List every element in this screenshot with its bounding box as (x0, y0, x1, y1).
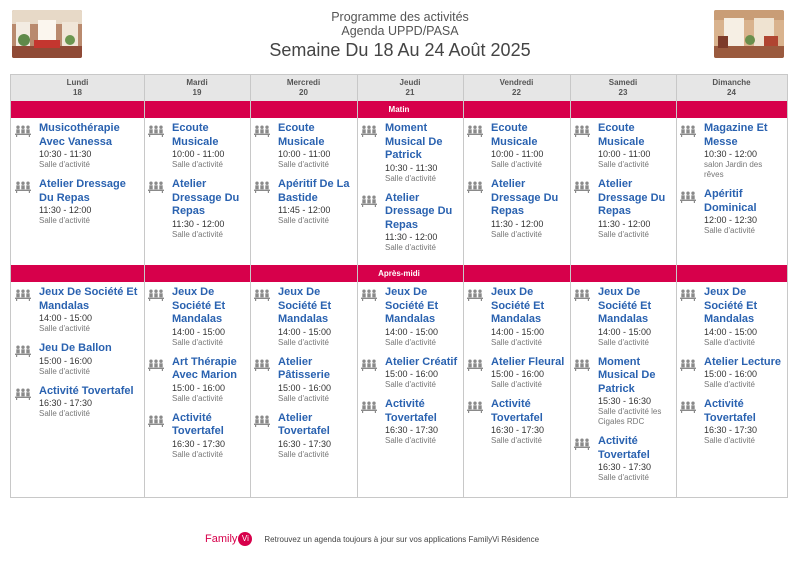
group-activity-icon (574, 180, 590, 192)
activity-location: Salle d'activité (172, 449, 223, 459)
activity-time: 15:00 - 16:00 (39, 355, 93, 366)
activity-item[interactable] (148, 412, 247, 460)
activity-item[interactable] (467, 286, 567, 348)
activity-time: 14:00 - 15:00 (704, 326, 758, 337)
activity-item[interactable] (361, 286, 460, 348)
day-date: 24 (727, 88, 736, 97)
familyvi-logo-text: Family (205, 533, 238, 545)
group-activity-icon (254, 358, 270, 370)
activity-time: 16:30 - 17:30 (704, 425, 758, 435)
activity-item[interactable] (148, 286, 247, 348)
activity-location: Salle d'activité (385, 243, 436, 252)
day-cell-afternoon (357, 282, 463, 497)
activity-name: Apéritif Dominical (704, 188, 757, 214)
activity-item[interactable] (254, 122, 354, 170)
afternoon-band: Après-midi (11, 265, 787, 282)
activity-item[interactable] (361, 122, 460, 184)
group-activity-icon (680, 400, 696, 412)
activity-item[interactable] (680, 122, 784, 180)
activity-name: Activité Tovertafel (39, 384, 134, 397)
page-header (200, 10, 600, 62)
activity-name: Atelier Dressage Du Repas (385, 191, 453, 231)
activity-time: 14:00 - 15:00 (278, 326, 332, 337)
group-activity-icon (574, 288, 590, 300)
activity-time: 15:00 - 16:00 (172, 382, 226, 393)
activity-name: Atelier Dressage Du Repas (598, 178, 666, 217)
activity-location: Salle d'activité (385, 380, 436, 389)
group-activity-icon (361, 194, 377, 206)
group-activity-icon (148, 288, 164, 300)
activity-time: 10:00 - 11:00 (491, 149, 544, 159)
activity-item[interactable] (15, 286, 141, 334)
activity-item[interactable] (680, 286, 784, 348)
activity-name: Atelier Dressage Du Repas (172, 178, 240, 217)
activity-item[interactable] (15, 122, 141, 170)
activity-location: Salle d'activité (491, 380, 542, 389)
activity-location: Salle d'activité (278, 393, 329, 403)
activity-location: Salle d'activité (172, 393, 223, 403)
activity-name: Jeux De Société Et Mandalas (491, 286, 545, 325)
activity-item[interactable] (148, 356, 247, 404)
activity-location: salon Jardin des rêves (704, 160, 763, 179)
activity-name: Atelier Pâtisserie (278, 355, 330, 381)
day-cell-morning (676, 118, 787, 265)
activity-name: Ecoute Musicale (598, 122, 645, 148)
group-activity-icon (15, 344, 31, 356)
activity-location: Salle d'activité (704, 380, 755, 389)
activity-time: 10:30 - 11:30 (39, 149, 92, 159)
activity-time: 14:00 - 15:00 (385, 326, 439, 337)
day-cell-morning (570, 118, 676, 265)
activity-name: Moment Musical De Patrick (598, 355, 656, 395)
activity-location: Salle d'activité (172, 160, 223, 169)
activity-time: 16:30 - 17:30 (172, 438, 226, 449)
activity-name: Ecoute Musicale (278, 122, 325, 148)
activity-time: 12:00 - 12:30 (704, 215, 758, 225)
activity-name: Atelier Tovertafel (278, 411, 330, 437)
group-activity-icon (680, 288, 696, 300)
day-name: Lundi (66, 78, 89, 87)
activity-location: Salle d'activité (278, 216, 329, 225)
day-date: 20 (299, 88, 308, 97)
day-cell-morning (463, 118, 570, 265)
weekly-calendar (10, 74, 788, 498)
activity-item[interactable] (574, 356, 673, 428)
activity-name: Atelier Lecture (704, 355, 782, 368)
day-date: 23 (618, 88, 628, 97)
activity-name: Jeux De Société Et Mandalas (278, 286, 332, 325)
group-activity-icon (254, 124, 270, 136)
day-header-mardi (144, 75, 250, 101)
activity-item[interactable] (574, 435, 673, 483)
activity-time: 16:30 - 17:30 (385, 425, 439, 435)
activity-name: Moment Musical De Patrick (385, 122, 443, 161)
activity-location: Salle d'activité (39, 160, 90, 169)
activity-time: 14:00 - 15:00 (39, 313, 93, 323)
activity-item[interactable] (148, 178, 247, 240)
activity-time: 15:00 - 16:00 (385, 369, 439, 379)
activity-location: Salle d'activité (278, 449, 329, 459)
activity-name: Magazine Et Messe (704, 122, 768, 148)
day-header-lundi (11, 75, 144, 101)
activity-location: Salle d'activité (598, 337, 649, 347)
day-name: Jeudi (399, 78, 421, 87)
group-activity-icon (15, 180, 31, 192)
week-title: Semaine Du 18 Au 24 Août 2025 (269, 40, 531, 60)
activity-item[interactable] (148, 122, 247, 170)
day-date: 21 (405, 88, 415, 97)
group-activity-icon (148, 414, 164, 426)
activity-item[interactable] (467, 356, 567, 391)
group-activity-icon (361, 358, 377, 370)
group-activity-icon (15, 124, 31, 136)
activity-item[interactable] (15, 385, 141, 420)
activity-item[interactable] (467, 398, 567, 446)
activity-time: 10:00 - 11:00 (172, 149, 225, 159)
activity-name: Ecoute Musicale (172, 122, 219, 148)
day-header-vendredi (463, 75, 570, 101)
activity-item[interactable] (254, 412, 354, 460)
activity-time: 15:00 - 16:00 (491, 369, 545, 379)
activity-time: 11:30 - 12:00 (385, 232, 438, 242)
activity-name: Atelier Fleural (491, 355, 565, 368)
activity-time: 11:30 - 12:00 (39, 205, 92, 215)
day-date: 19 (192, 88, 202, 97)
activity-time: 16:30 - 17:30 (278, 438, 332, 449)
activity-name: Atelier Créatif (385, 355, 458, 368)
activity-item[interactable] (680, 188, 784, 236)
activity-item[interactable] (574, 286, 673, 348)
activity-location: Salle d'activité (598, 229, 649, 239)
activity-item[interactable] (361, 192, 460, 254)
group-activity-icon (467, 358, 483, 370)
group-activity-icon (361, 400, 377, 412)
activity-item[interactable] (254, 286, 354, 348)
residence-photo-left (12, 10, 82, 58)
activity-location: Salle d'activité (39, 409, 90, 418)
activity-item[interactable] (15, 342, 141, 377)
activity-item[interactable] (254, 356, 354, 404)
activity-location: Salle d'activité (39, 366, 90, 376)
activity-location: Salle d'activité (278, 160, 329, 169)
activity-item[interactable] (254, 178, 354, 226)
activity-location: Salle d'activité (491, 160, 542, 169)
activity-time: 10:00 - 11:00 (598, 149, 651, 159)
group-activity-icon (467, 288, 483, 300)
activity-name: Activité Tovertafel (491, 398, 543, 424)
activity-name: Atelier Dressage Du Repas (491, 178, 559, 217)
footer (205, 530, 539, 548)
activity-time: 11:30 - 12:00 (491, 218, 544, 229)
day-cell-afternoon (570, 282, 676, 497)
group-activity-icon (254, 414, 270, 426)
activity-time: 11:30 - 12:00 (172, 218, 225, 229)
activity-location: Salle d'activité les Cigales RDC (598, 407, 662, 426)
activity-time: 11:30 - 12:00 (598, 218, 651, 229)
day-cell-afternoon (11, 282, 144, 497)
agenda-subtitle: Agenda UPPD/PASA (341, 24, 459, 38)
group-activity-icon (467, 124, 483, 136)
activity-item[interactable] (680, 356, 784, 391)
activity-location: Salle d'activité (172, 337, 223, 347)
activity-item[interactable] (680, 398, 784, 446)
program-title: Programme des activités (331, 10, 469, 24)
activity-location: Salle d'activité (172, 229, 223, 239)
residence-photo-right (714, 10, 784, 58)
day-cell-morning (144, 118, 250, 265)
activity-location: Salle d'activité (491, 436, 542, 445)
group-activity-icon (15, 387, 31, 399)
activity-name: Jeux De Société Et Mandalas (39, 286, 138, 312)
day-header-samedi (570, 75, 676, 101)
footer-text: Retrouvez un agenda toujours à jour sur vos applications FamilyVi Résidence (264, 534, 540, 544)
day-date: 22 (512, 88, 521, 97)
activity-time: 16:30 - 17:30 (598, 462, 652, 472)
day-header-dimanche (676, 75, 787, 101)
activity-time: 11:45 - 12:00 (278, 205, 331, 215)
activity-location: Salle d'activité (385, 337, 436, 347)
group-activity-icon (361, 124, 377, 136)
activity-item[interactable] (361, 398, 460, 446)
day-cell-morning (250, 118, 357, 265)
activity-time: 15:00 - 16:00 (278, 382, 332, 393)
activity-location: Salle d'activité (278, 337, 329, 347)
activity-time: 10:00 - 11:00 (278, 149, 331, 159)
activity-location: Salle d'activité (704, 337, 755, 347)
activity-name: Activité Tovertafel (172, 411, 224, 437)
day-header-mercredi (250, 75, 357, 101)
activity-location: Salle d'activité (598, 473, 649, 482)
activity-name: Jeux De Société Et Mandalas (385, 286, 439, 325)
activity-time: 14:00 - 15:00 (491, 326, 545, 337)
activity-name: Activité Tovertafel (385, 398, 437, 424)
activity-name: Art Thérapie Avec Marion (172, 355, 238, 381)
day-name: Mercredi (286, 78, 321, 87)
activity-time: 15:30 - 16:30 (598, 396, 652, 406)
activity-location: Salle d'activité (491, 337, 542, 347)
group-activity-icon (254, 180, 270, 192)
activity-item[interactable] (574, 178, 673, 240)
familyvi-logo-mark: Vi (238, 532, 252, 546)
activity-name: Activité Tovertafel (598, 435, 650, 461)
activity-name: Jeux De Société Et Mandalas (172, 286, 226, 325)
activity-location: Salle d'activité (704, 226, 755, 235)
group-activity-icon (574, 437, 590, 449)
day-cell-morning (11, 118, 144, 265)
activity-location: Salle d'activité (39, 216, 90, 225)
activity-name: Apéritif De La Bastide (278, 178, 350, 204)
activity-name: Ecoute Musicale (491, 122, 538, 148)
activity-item[interactable] (467, 178, 567, 240)
activity-location: Salle d'activité (39, 324, 90, 333)
activity-time: 14:00 - 15:00 (172, 326, 226, 337)
activity-location: Salle d'activité (704, 436, 755, 445)
group-activity-icon (680, 358, 696, 370)
activity-location: Salle d'activité (385, 173, 436, 183)
day-date: 18 (73, 88, 82, 97)
day-cell-afternoon (250, 282, 357, 497)
activity-location: Salle d'activité (385, 436, 436, 445)
day-name: Vendredi (499, 78, 534, 87)
activity-location: Salle d'activité (598, 160, 649, 169)
activity-name: Activité Tovertafel (704, 398, 756, 424)
activity-item[interactable] (15, 178, 141, 226)
group-activity-icon (680, 124, 696, 136)
activity-time: 16:30 - 17:30 (491, 425, 545, 435)
day-name: Dimanche (712, 78, 751, 87)
activity-item[interactable] (467, 122, 567, 170)
group-activity-icon (574, 358, 590, 370)
group-activity-icon (148, 124, 164, 136)
activity-item[interactable] (361, 356, 460, 391)
activity-time: 15:00 - 16:00 (704, 369, 758, 379)
day-name: Samedi (608, 78, 638, 87)
activity-time: 14:00 - 15:00 (598, 326, 652, 337)
activity-time: 16:30 - 17:30 (39, 398, 93, 408)
morning-band: Matin (11, 101, 787, 118)
group-activity-icon (361, 288, 377, 300)
group-activity-icon (467, 400, 483, 412)
group-activity-icon (254, 288, 270, 300)
day-cell-afternoon (676, 282, 787, 497)
group-activity-icon (467, 180, 483, 192)
group-activity-icon (680, 190, 696, 202)
group-activity-icon (148, 358, 164, 370)
day-cell-afternoon (463, 282, 570, 497)
day-cell-afternoon (144, 282, 250, 497)
day-name: Mardi (186, 78, 208, 87)
activity-name: Jeux De Société Et Mandalas (598, 286, 652, 325)
activity-name: Musicothérapie Avec Vanessa (39, 122, 120, 148)
group-activity-icon (574, 124, 590, 136)
activity-item[interactable] (574, 122, 673, 170)
activity-time: 10:30 - 12:00 (704, 149, 758, 159)
activity-name: Jeux De Société Et Mandalas (704, 286, 758, 325)
group-activity-icon (148, 180, 164, 192)
day-cell-morning (357, 118, 463, 265)
activity-name: Jeu De Ballon (39, 342, 112, 354)
activity-location: Salle d'activité (491, 229, 542, 239)
activity-time: 10:30 - 11:30 (385, 162, 438, 173)
group-activity-icon (15, 288, 31, 300)
activity-name: Atelier Dressage Du Repas (39, 178, 126, 204)
day-header-jeudi (357, 75, 463, 101)
